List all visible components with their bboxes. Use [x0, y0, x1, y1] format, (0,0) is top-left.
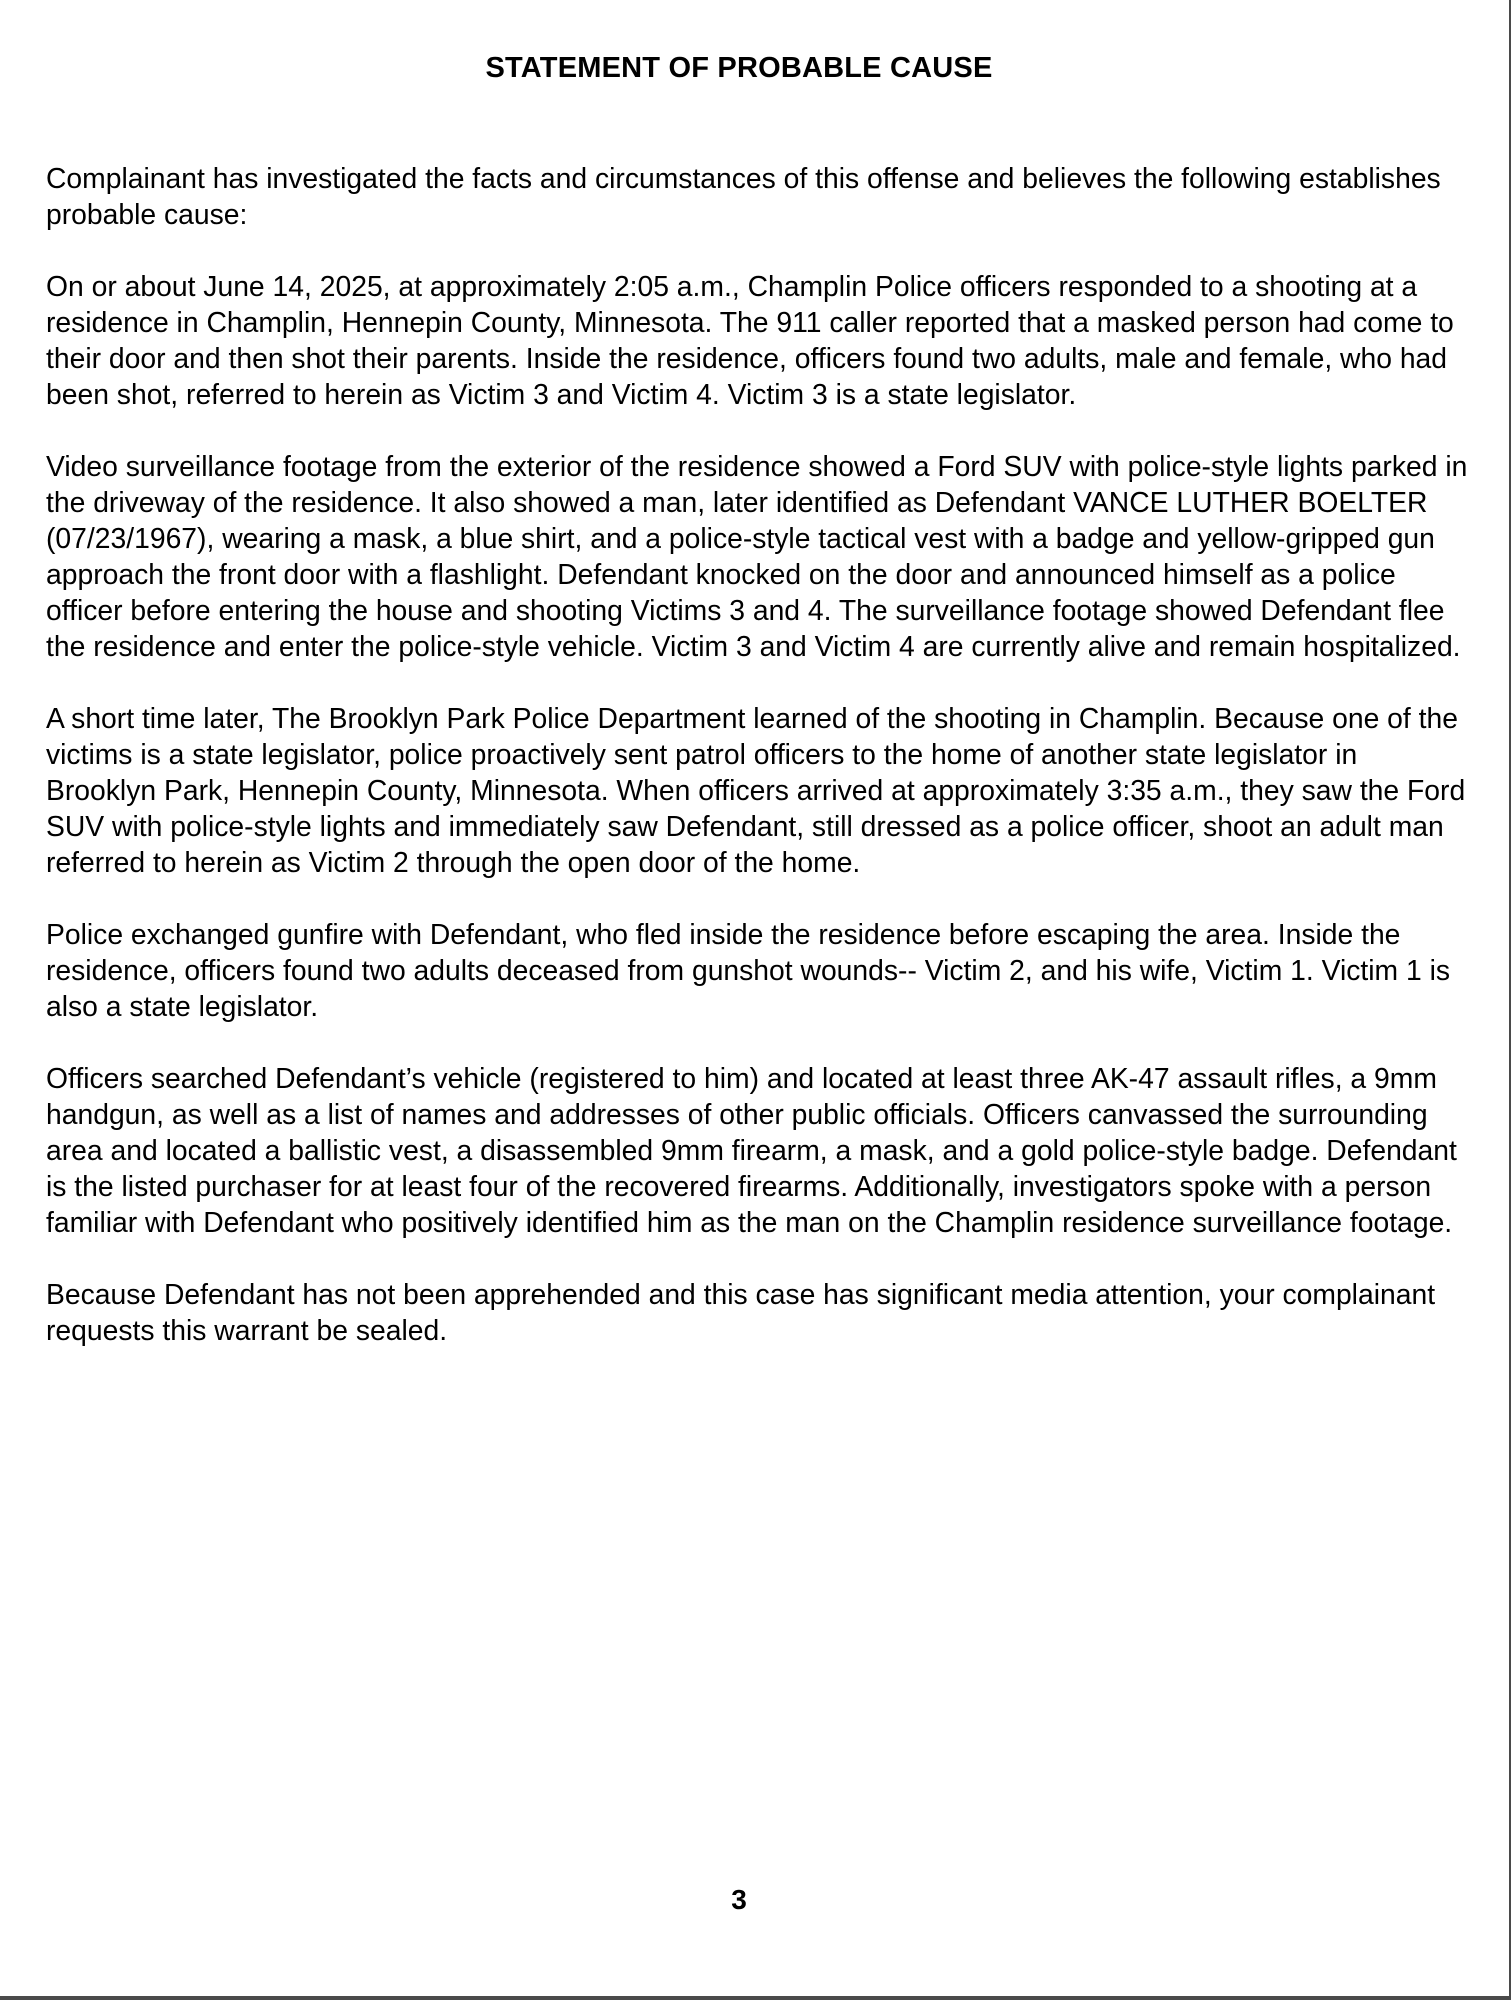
paragraph-video-surveillance: Video surveillance footage from the exterior of the residence showed a Ford SUV with police-style lights parked in the driveway of the residence. It also showed a man, later identified as Defendant VANCE LUTHER BOELTER (07/23/1967), wearing a mask, a blue shirt, and a police-style tactical vest with a badge and yellow-gripped gun approach the front door with a flashlight. Defendant knocked on the door and announced himself as a police officer before entering the house and shooting Victims 3 and 4. The surveillance footage showed Defendant flee the residence and enter the police-style vehicle. Victim 3 and Victim 4 are currently alive and remain hospitalized.: [46, 450, 1468, 662]
document-title: STATEMENT OF PROBABLE CAUSE: [485, 52, 993, 84]
paragraph-sealing-request: Because Defendant has not been apprehended and this case has significant media attention, your complainant requests this warrant be sealed.: [46, 1278, 1436, 1346]
paragraph-brooklyn-park: A short time later, The Brooklyn Park Police Department learned of the shooting in Champlin. Because one of the victims is a state legislator, police proactively sent patrol officers to the home of another state legislator in Brooklyn Park, Hennepin County, Minnesota. When officers arrived at approximately 3:35 a.m., they saw the Ford SUV with police-style lights and immediately saw Defendant, still dressed as a police officer, shoot an adult man referred to herein as Victim 2 through the open door of the home.: [46, 702, 1466, 878]
page-bottom-border: [0, 1996, 1511, 2000]
paragraph-champlin-shooting: On or about June 14, 2025, at approximately 2:05 a.m., Champlin Police officers responded to a shooting at a residence in Champlin, Hennepin County, Minnesota. The 911 caller reported that a masked person had come to their door and then shot their parents. Inside the residence, officers found two adults, male and female, who had been shot, referred to herein as Victim 3 and Victim 4. Victim 3 is a state legislator.: [46, 270, 1454, 410]
document-body: [46, 160, 1471, 1384]
page-number: 3: [731, 1884, 747, 1915]
paragraph-gunfire-exchange: Police exchanged gunfire with Defendant, who fled inside the residence before escaping the area. Inside the residence, officers found two adults deceased from gunshot wounds-- Victim 2, and his wife, Victim 1. Victim 1 is also a state legislator.: [46, 918, 1450, 1022]
paragraph-vehicle-search: Officers searched Defendant’s vehicle (registered to him) and located at least three AK-47 assault rifles, a 9mm handgun, as well as a list of names and addresses of other public officials. Officers canvassed the surrounding area and located a ballistic vest, a disassembled 9mm firearm, a mask, and a gold police-style badge. Defendant is the listed purchaser for at least four of the recovered firearms. Additionally, investigators spoke with a person familiar with Defendant who positively identified him as the man on the Champlin residence surveillance footage.: [46, 1062, 1457, 1238]
paragraph-intro: Complainant has investigated the facts and circumstances of this offense and believes the following establishes probable cause:: [46, 162, 1441, 230]
